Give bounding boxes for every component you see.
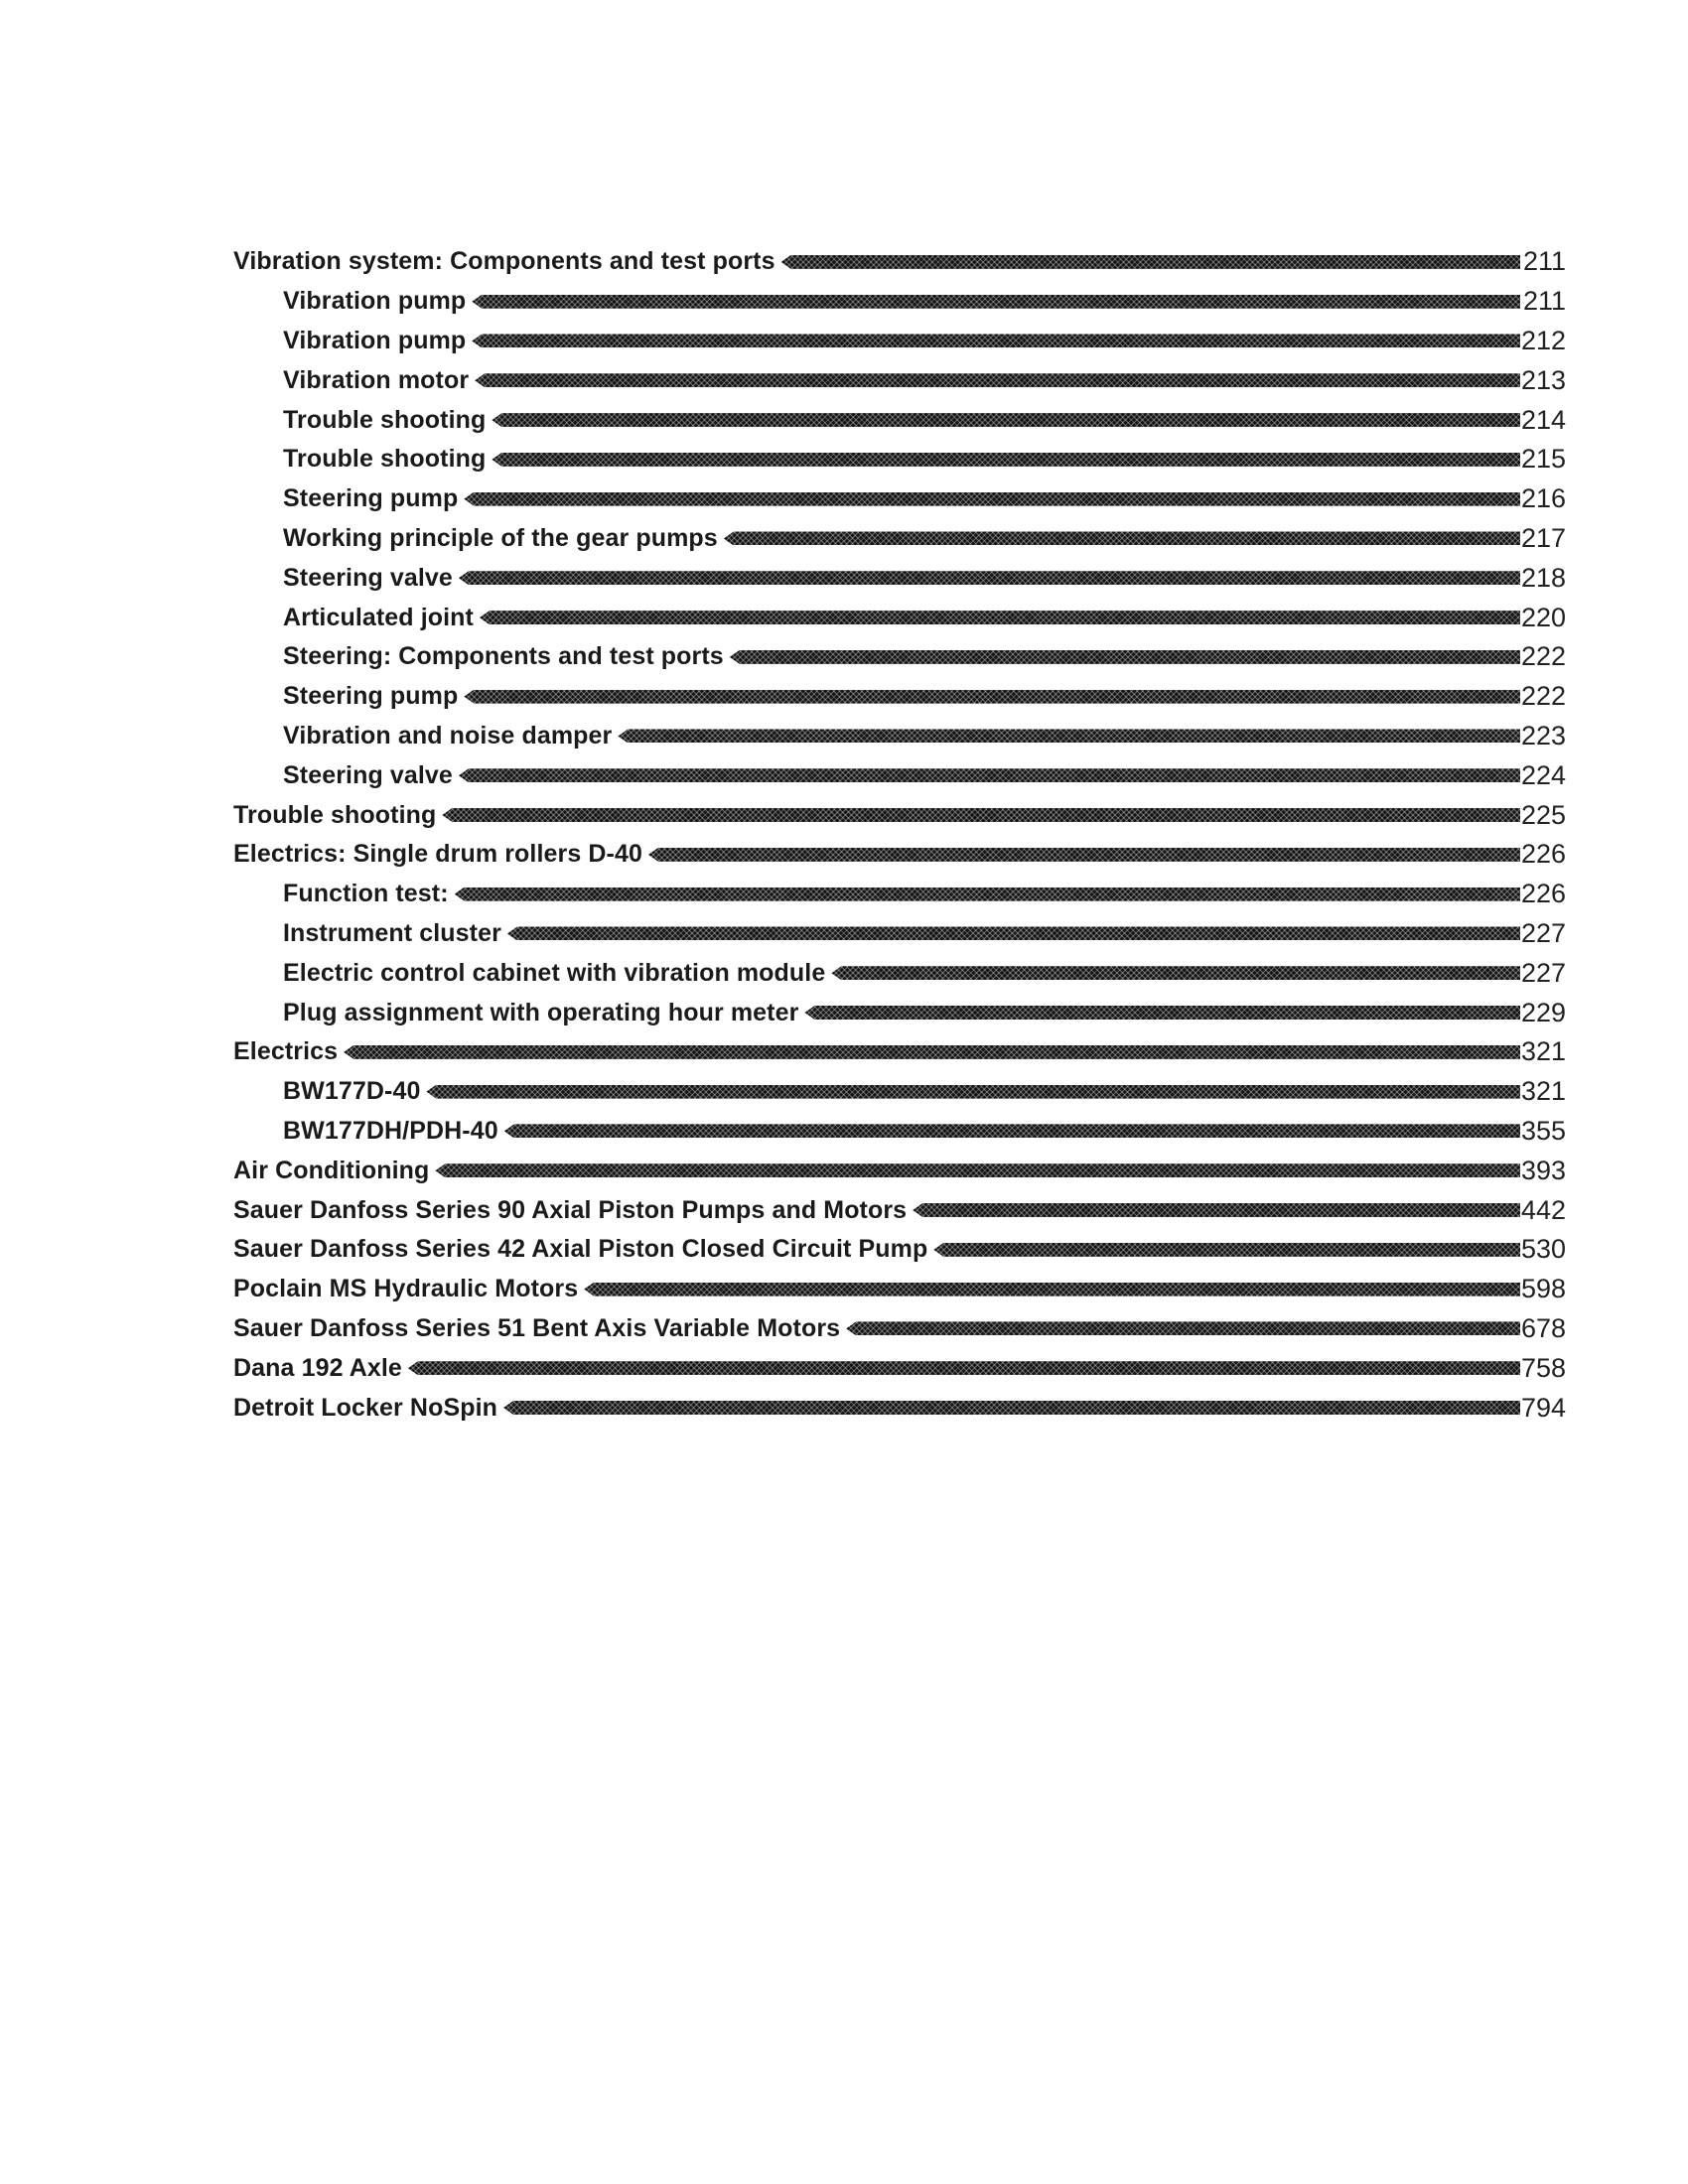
toc-entry-title: Vibration system: Components and test ports xyxy=(233,247,775,276)
toc-leader-dots xyxy=(648,848,1520,862)
toc-leader-dots xyxy=(480,611,1520,624)
toc-entry-title: Steering pump xyxy=(283,682,459,711)
toc-entry-title: Steering valve xyxy=(283,563,453,592)
toc-entry-title: BW177DH/PDH-40 xyxy=(283,1116,498,1145)
toc-entry[interactable] xyxy=(233,558,1566,598)
toc-entry-title: Steering pump xyxy=(283,484,459,513)
toc-entry-title: Detroit Locker NoSpin xyxy=(233,1393,498,1422)
toc-entry[interactable] xyxy=(233,875,1566,914)
toc-entry-title: Sauer Danfoss Series 42 Axial Piston Closed Circuit Pump xyxy=(233,1235,928,1264)
toc-entry-page-number: 226 xyxy=(1520,879,1566,909)
toc-entry-title: Electrics xyxy=(233,1037,339,1066)
toc-entry-page-number: 212 xyxy=(1520,325,1566,355)
toc-entry-page-number: 227 xyxy=(1520,917,1566,948)
table-of-contents xyxy=(233,242,1566,1428)
toc-leader-dots xyxy=(472,295,1520,309)
toc-entry-page-number: 758 xyxy=(1520,1352,1566,1383)
toc-leader-dots xyxy=(408,1361,1520,1375)
toc-leader-dots xyxy=(442,808,1520,822)
toc-entry[interactable] xyxy=(233,835,1566,875)
toc-entry-title: Poclain MS Hydraulic Motors xyxy=(233,1275,579,1303)
toc-entry-title: Electric control cabinet with vibration module xyxy=(283,958,826,987)
toc-leader-dots xyxy=(781,255,1520,269)
toc-leader-dots xyxy=(464,690,1520,704)
toc-entry-page-number: 393 xyxy=(1520,1155,1566,1185)
toc-entry-title: Trouble shooting xyxy=(283,405,487,434)
toc-entry[interactable] xyxy=(233,755,1566,795)
toc-leader-dots xyxy=(933,1243,1520,1257)
toc-entry-page-number: 225 xyxy=(1520,799,1566,830)
toc-entry-title: Electrics: Single drum rollers D-40 xyxy=(233,840,642,869)
toc-entry-title: Trouble shooting xyxy=(283,445,487,474)
toc-entry-page-number: 218 xyxy=(1520,562,1566,593)
toc-leader-dots xyxy=(464,492,1520,506)
toc-entry[interactable] xyxy=(233,242,1566,282)
toc-leader-dots xyxy=(618,729,1520,743)
toc-entry[interactable] xyxy=(233,440,1566,479)
toc-entry[interactable] xyxy=(233,360,1566,400)
toc-entry-page-number: 226 xyxy=(1520,839,1566,870)
toc-leader-dots xyxy=(459,571,1520,585)
toc-entry[interactable] xyxy=(233,914,1566,954)
toc-leader-dots xyxy=(831,966,1520,980)
toc-leader-dots xyxy=(584,1283,1520,1297)
toc-entry-title: Air Conditioning xyxy=(233,1156,430,1184)
toc-entry[interactable] xyxy=(233,637,1566,677)
toc-entry-page-number: 211 xyxy=(1522,246,1566,277)
toc-entry[interactable] xyxy=(233,1309,1566,1349)
toc-entry[interactable] xyxy=(233,598,1566,637)
toc-entry-title: Vibration motor xyxy=(283,365,470,394)
toc-leader-dots xyxy=(472,334,1520,347)
toc-entry-page-number: 229 xyxy=(1520,997,1566,1027)
toc-entry-page-number: 530 xyxy=(1520,1234,1566,1265)
toc-entry-title: Working principle of the gear pumps xyxy=(283,523,718,552)
toc-leader-dots xyxy=(730,650,1520,664)
toc-entry[interactable] xyxy=(233,400,1566,440)
toc-entry-page-number: 213 xyxy=(1520,364,1566,395)
toc-entry-page-number: 216 xyxy=(1520,483,1566,514)
toc-entry-page-number: 321 xyxy=(1520,1036,1566,1067)
toc-leader-dots xyxy=(503,1401,1520,1415)
toc-entry[interactable] xyxy=(233,1190,1566,1230)
toc-entry[interactable] xyxy=(233,717,1566,756)
toc-leader-dots xyxy=(846,1321,1520,1335)
toc-entry-title: Trouble shooting xyxy=(233,800,437,829)
toc-entry-page-number: 678 xyxy=(1520,1312,1566,1343)
toc-leader-dots xyxy=(459,768,1520,782)
toc-entry[interactable] xyxy=(233,322,1566,361)
toc-entry-title: BW177D-40 xyxy=(283,1077,421,1106)
toc-entry-title: Steering: Components and test ports xyxy=(283,642,724,671)
toc-entry-page-number: 222 xyxy=(1520,641,1566,672)
toc-entry-title: Function test: xyxy=(283,880,449,908)
toc-entry-title: Vibration and noise damper xyxy=(283,721,613,750)
toc-leader-dots xyxy=(724,531,1520,545)
toc-entry-title: Plug assignment with operating hour meter xyxy=(283,998,799,1026)
toc-entry[interactable] xyxy=(233,1151,1566,1190)
toc-entry[interactable] xyxy=(233,795,1566,835)
toc-entry-page-number: 598 xyxy=(1520,1274,1566,1304)
toc-entry-page-number: 222 xyxy=(1520,681,1566,712)
toc-entry-title: Sauer Danfoss Series 90 Axial Piston Pumps and Motors xyxy=(233,1195,908,1224)
toc-entry-page-number: 355 xyxy=(1520,1115,1566,1146)
toc-entry[interactable] xyxy=(233,1032,1566,1072)
toc-leader-dots xyxy=(475,373,1520,387)
toc-entry[interactable] xyxy=(233,993,1566,1032)
toc-entry-title: Steering valve xyxy=(283,760,453,789)
toc-entry[interactable] xyxy=(233,1388,1566,1428)
toc-entry-page-number: 321 xyxy=(1520,1076,1566,1107)
toc-leader-dots xyxy=(504,1124,1520,1138)
toc-leader-dots xyxy=(435,1163,1520,1177)
toc-leader-dots xyxy=(507,926,1520,940)
toc-entry-title: Articulated joint xyxy=(283,603,474,631)
toc-entry[interactable] xyxy=(233,282,1566,322)
toc-entry[interactable] xyxy=(233,1348,1566,1388)
toc-entry-title: Vibration pump xyxy=(283,326,467,354)
toc-entry[interactable] xyxy=(233,1270,1566,1309)
toc-leader-dots xyxy=(455,887,1520,901)
toc-entry-page-number: 211 xyxy=(1522,286,1566,317)
toc-entry-title: Dana 192 Axle xyxy=(233,1353,402,1382)
toc-entry-page-number: 224 xyxy=(1520,759,1566,790)
toc-leader-dots xyxy=(492,413,1520,427)
toc-entry-page-number: 214 xyxy=(1520,404,1566,435)
toc-leader-dots xyxy=(804,1006,1520,1020)
toc-entry[interactable] xyxy=(233,519,1566,559)
toc-entry[interactable] xyxy=(233,1112,1566,1152)
toc-entry[interactable] xyxy=(233,953,1566,993)
toc-entry-page-number: 223 xyxy=(1520,720,1566,751)
toc-entry-page-number: 217 xyxy=(1520,522,1566,553)
toc-entry-title: Sauer Danfoss Series 51 Bent Axis Variable Motors xyxy=(233,1313,841,1342)
toc-entry-title: Vibration pump xyxy=(283,287,467,316)
toc-entry-page-number: 442 xyxy=(1520,1194,1566,1225)
toc-leader-dots xyxy=(492,453,1520,467)
toc-leader-dots xyxy=(913,1203,1520,1217)
toc-entry[interactable] xyxy=(233,479,1566,519)
toc-entry[interactable] xyxy=(233,677,1566,717)
toc-entry-title: Instrument cluster xyxy=(283,918,501,947)
toc-leader-dots xyxy=(344,1045,1520,1059)
toc-entry-page-number: 215 xyxy=(1520,444,1566,475)
toc-entry-page-number: 227 xyxy=(1520,957,1566,988)
toc-entry-page-number: 220 xyxy=(1520,602,1566,632)
toc-entry[interactable] xyxy=(233,1230,1566,1270)
toc-entry[interactable] xyxy=(233,1072,1566,1112)
toc-leader-dots xyxy=(426,1085,1520,1099)
toc-entry-page-number: 794 xyxy=(1520,1392,1566,1423)
